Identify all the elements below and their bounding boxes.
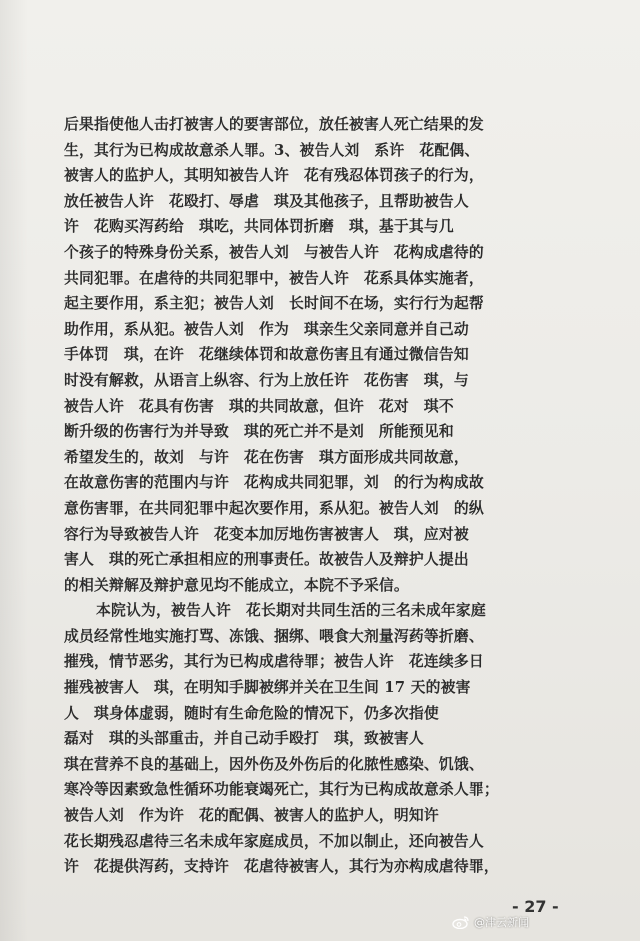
text-line: 人 琪身体虚弱，随时有生命危险的情况下，仍多次指使: [64, 704, 439, 722]
weibo-icon: [452, 915, 470, 929]
text-line: 意伤害罪，在共同犯罪中起次要作用，系从犯。被告人刘 的纵: [64, 499, 484, 517]
text-line: 共同犯罪。在虐待的共同犯罪中，被告人许 花系具体实施者，: [64, 269, 484, 287]
text-line: 许 花购买泻药给 琪吃，共同体罚折磨 琪，基于其与几: [64, 218, 454, 236]
text-line: 在故意伤害的范围内与许 花构成共同犯罪，刘 的行为构成故: [64, 474, 484, 492]
text-line: 被告人刘 作为许 花的配偶、被害人的监护人，明知许: [64, 807, 439, 825]
judgment-text: [64, 112, 564, 880]
text-line: 生，其行为已构成故意杀人罪。3、被告人刘 系许 花配偶、: [64, 141, 480, 159]
text-line: 被害人的监护人，其明知被告人许 花有残忍体罚孩子的行为，: [64, 167, 484, 185]
text-line: 本院认为，被告人许 花长期对共同生活的三名未成年家庭: [96, 602, 486, 620]
text-line: 希望发生的，故刘 与许 花在伤害 琪方面形成共同故意，: [64, 448, 469, 466]
text-line: 许 花提供泻药，支持许 花虐待被害人，其行为亦构成虐待罪，: [64, 858, 499, 876]
text-line: 助作用，系从犯。被告人刘 作为 琪亲生父亲同意并自己动: [64, 320, 469, 338]
text-line: 琪在营养不良的基础上，因外伤及外伤后的化脓性感染、饥饿、: [64, 755, 484, 773]
text-line: 手体罚 琪，在许 花继续体罚和故意伤害且有通过微信告知: [64, 346, 469, 364]
page-number: - 27 -: [512, 897, 559, 916]
text-line: 摧残被害人 琪，在明知手脚被绑并关在卫生间 17 天的被害: [64, 679, 471, 697]
text-line: 时没有解救，从语言上纵容、行为上放任许 花伤害 琪，与: [64, 371, 469, 389]
text-line: 放任被告人许 花殴打、辱虐 琪及其他孩子，且帮助被告人: [64, 192, 469, 210]
text-line: 害人 琪的死亡承担相应的刑事责任。故被告人及辩护人提出: [64, 551, 469, 569]
text-line: 后果指使他人击打被害人的要害部位，放任被害人死亡结果的发: [64, 116, 484, 133]
text-line: 容行为导致被告人许 花变本加厉地伤害被害人 琪，应对被: [64, 525, 469, 543]
text-line: 成员经常性地实施打骂、冻饿、捆绑、喂食大剂量泻药等折磨、: [64, 627, 484, 645]
text-line: 寒冷等因素致急性循环功能衰竭死亡，其行为已构成故意杀人罪；: [64, 781, 499, 799]
text-line: 个孩子的特殊身份关系，被告人刘 与被告人许 花构成虐待的: [64, 243, 484, 261]
text-line: 起主要作用，系主犯；被告人刘 长时间不在场，实行行为起帮: [64, 295, 484, 313]
text-line: 断升级的伤害行为并导致 琪的死亡并不是刘 所能预见和: [64, 423, 454, 441]
text-line: 被告人许 花具有伤害 琪的共同故意，但许 花对 琪不: [64, 397, 454, 415]
watermark-text: @津云新闻: [474, 916, 529, 929]
text-line: 摧残，情节恶劣，其行为已构成虐待罪；被告人许 花连续多日: [64, 653, 484, 671]
text-line: 磊对 琪的头部重击，并自己动手殴打 琪，致被害人: [64, 730, 424, 748]
weibo-watermark: [452, 914, 529, 930]
text-line: 花长期残忍虐待三名未成年家庭成员，不加以制止，还向被告人: [64, 832, 484, 850]
text-line: 的相关辩解及辩护意见均不能成立，本院不予采信。: [64, 576, 409, 594]
